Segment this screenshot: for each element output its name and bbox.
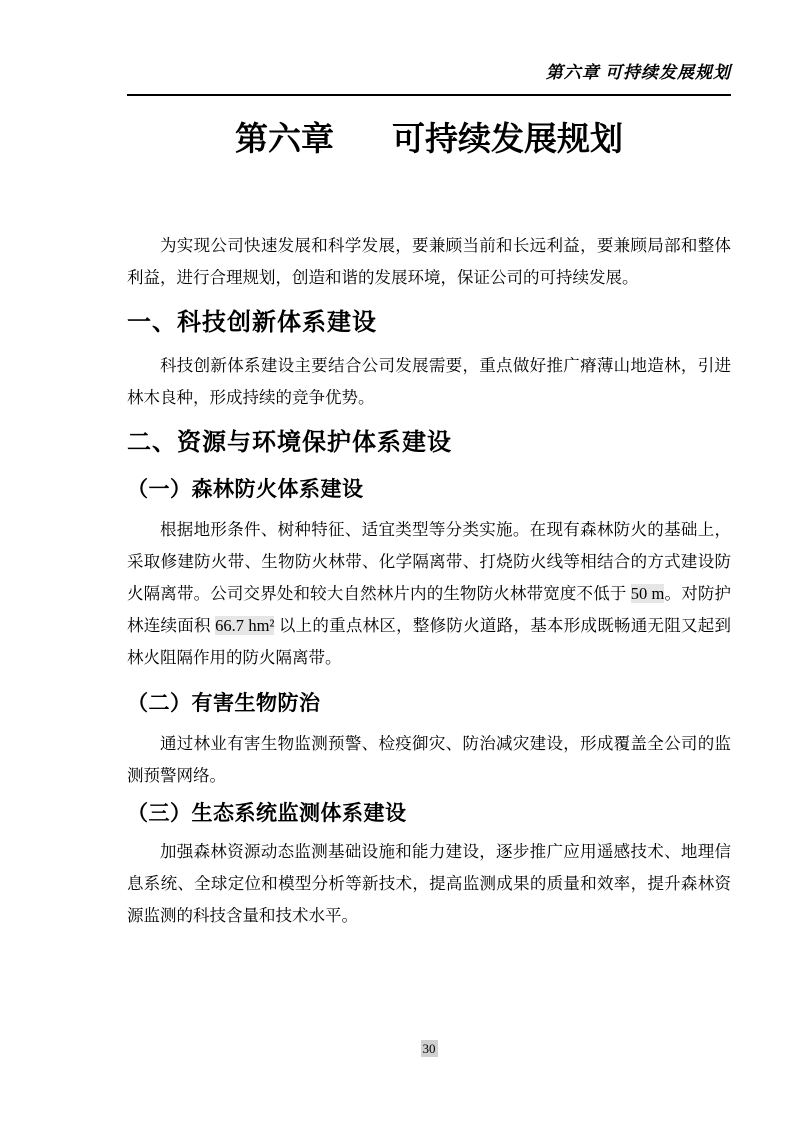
chapter-title-text: 可持续发展规划 <box>392 122 623 158</box>
page-footer <box>127 1040 731 1058</box>
subsection-2-3-paragraph: 加强森林资源动态监测基础设施和能力建设，逐步推广应用遥感技术、地理信息系统、全球定位和模型分析等新技术，提高监测成果的质量和效率，提升森林资源监测的科技含量和技术水平。 <box>127 842 731 925</box>
subsection-heading-2-2: （二）有害生物防治 <box>127 692 321 715</box>
running-header-title: 第六章 可持续发展规划 <box>545 63 731 82</box>
field-value: 66.7 hm² <box>215 616 275 635</box>
chapter-title <box>127 118 731 162</box>
intro-paragraph: 为实现公司快速发展和科学发展，要兼顾当前和长远利益，要兼顾局部和整体利益，进行合理规划，创造和谐的发展环境，保证公司的可持续发展。 <box>127 236 731 287</box>
section-heading-2: 二、资源与环境保护体系建设 <box>127 429 452 456</box>
subsection-heading-2-3: （三）生态系统监测体系建设 <box>127 802 407 825</box>
field-value: 50 m <box>630 584 665 603</box>
subsection-heading-2-1: （一）森林防火体系建设 <box>127 478 364 501</box>
chapter-title-number: 第六章 <box>235 122 334 158</box>
page-header <box>127 0 731 96</box>
page-number: 30 <box>422 1041 436 1056</box>
paragraph-text: 根据地形条件、树种特征、适宜类型等分类实施。在现有森林防火的基础上，采取修建防火带、生物防火林带、化学隔离带、打烧防火线等相结合的方式建设防火隔离带。公司交界处和较大自然林片内的生物防火林带宽度不低于 <box>127 520 731 603</box>
paragraph-text: 以上的重点林区，整修防火道路，基本形成既畅通无阻又起到林火阻隔作用的防火隔离带。 <box>127 616 732 667</box>
subsection-2-2-paragraph: 通过林业有害生物监测预警、检疫御灾、防治减灾建设，形成覆盖全公司的监测预警网络。 <box>127 734 731 785</box>
section-1-paragraph: 科技创新体系建设主要结合公司发展需要，重点做好推广瘠薄山地造林，引进林木良种，形成持续的竞争优势。 <box>127 356 731 407</box>
subsection-2-1-paragraph <box>127 514 731 674</box>
paragraph-text: 。对防护林连续面积 <box>127 584 732 635</box>
section-heading-1: 一、科技创新体系建设 <box>127 309 377 336</box>
